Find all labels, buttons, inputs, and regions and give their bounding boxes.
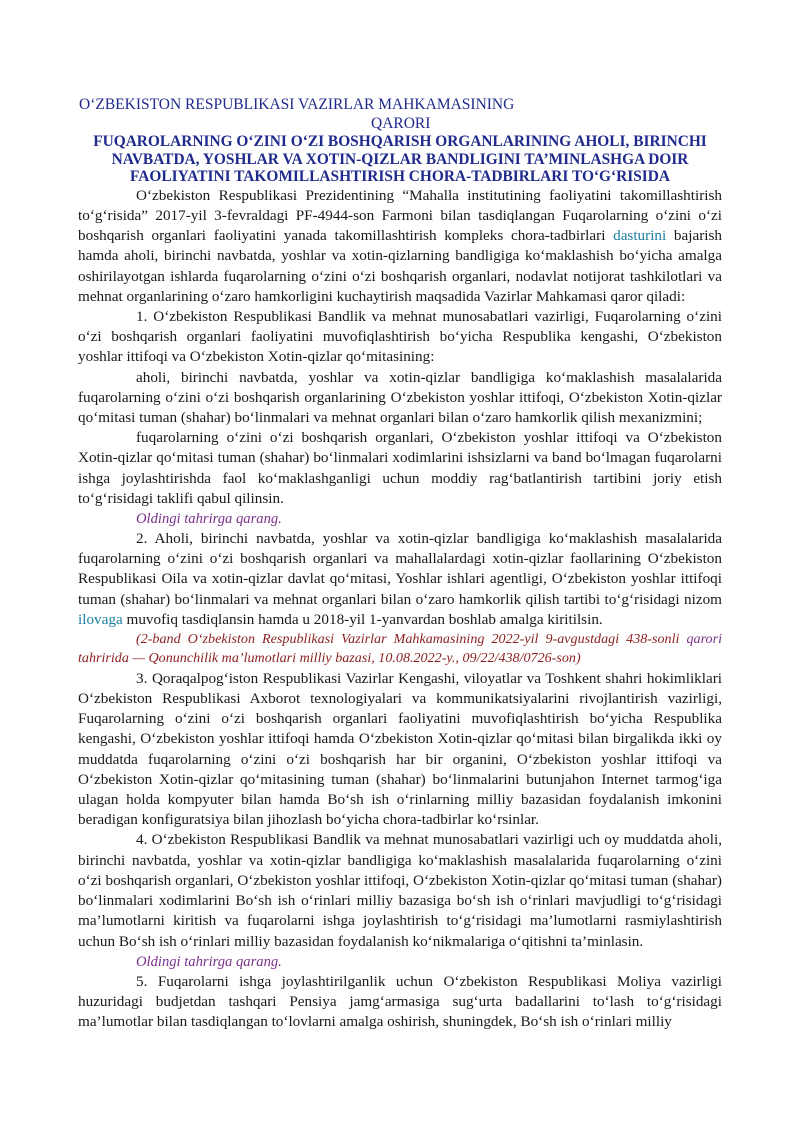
item-2-source-before: (2-band O‘zbekiston Respublikasi Vazirlar Mahkamasining 2022-yil 9-avgustdagi 438-sonli <box>136 631 687 648</box>
previous-edition-link-2[interactable]: Oldingi tahrirga qarang. <box>136 953 282 970</box>
previous-edition-link-1[interactable]: Oldingi tahrirga qarang. <box>136 511 282 528</box>
item-5: 5. Fuqarolarni ishga joylashtirilganlik uchun O‘zbekiston Respublikasi Moliya vazirligi huzuridagi budjetdan tashqari Pensiya jamg‘armasiga sug‘urta badallarini to‘lash to‘g‘risidagi ma’lumotlar bilan tasdiqlangan to‘lovlarni amalga oshirish, shuningdek, Bo‘sh ish o‘rinlari milliy <box>78 972 722 1031</box>
item-2-text-after: muvofiq tasdiqlansin hamda u 2018-yil 1-yanvardan boshlab amalga kiritilsin. <box>122 610 603 628</box>
preamble-text-before: O‘zbekiston Respublikasi Prezidentining “Mahalla institutining faoliyatini takomillashtirish to‘g‘risida” 2017-yil 3-fevraldagi PF-4944-son Farmoni bilan tasdiqlangan Fuqarolarning o‘zini o‘zi boshqarish organlari faoliyatini yanada takomillashtirish kompleks chora-tadbirlari <box>78 186 722 245</box>
header-line2: QARORI <box>371 115 431 132</box>
document-title: FUQAROLARNING O‘ZINI O‘ZI BOSHQARISH ORGANLARINING AHOLI, BIRINCHI NAVBATDA, YOSHLAR VA XOTIN-QIZLAR BANDLIGINI TA’MINLASHGA DOIR FAOLIYATINI TAKOMILLASHTIRISH CHORA-TADBIRLARI TO‘G‘RISIDA <box>93 133 707 186</box>
preamble <box>78 186 722 307</box>
item-2-appendix-link[interactable]: ilovaga <box>78 610 123 628</box>
preamble-program-link[interactable]: dasturini <box>613 227 667 245</box>
item-2-source-decree-link[interactable]: qarori <box>686 631 722 648</box>
item-1: 1. O‘zbekiston Respublikasi Bandlik va mehnat munosabatlari vazirligi, Fuqarolarning o‘zini o‘zi boshqarish organlari faoliyatini muvofiqlashtirish bo‘yicha Respublika kengashi, O‘zbekiston yoshlar ittifoqi va O‘zbekiston Xotin-qizlar qo‘mitasining: <box>78 308 722 366</box>
item-1-subpoint-b: fuqarolarning o‘zini o‘zi boshqarish organlari, O‘zbekiston yoshlar ittifoqi va O‘zbekiston Xotin-qizlar qo‘mitasi tuman (shahar) bo‘linmalari xodimlarini ishsizlarni va band bo‘lmagan fuqarolarni ishga joylashtirishda faol ko‘maklashganligi uchun moddiy rag‘batlantirish tartibini joriy etish to‘g‘risidagi taklifi qabul qilinsin. <box>78 429 722 507</box>
item-2 <box>78 529 722 630</box>
item-2-source-note <box>78 630 722 669</box>
preamble-text-after: bajarish hamda aholi, birinchi navbatda, yoshlar va xotin-qizlarning bandligiga ko‘maklashish bo‘yicha amalga oshirilayotgan ishlarda fuqarolarning o‘zini o‘zi boshqarish organlari, nodavlat notijorat tashkilotlari va mehnat organlarining o‘zaro hamkorligini kuchaytirish maqsadida Vazirlar Mahkamasi qaror qiladi: <box>78 227 723 305</box>
item-3: 3. Qoraqalpog‘iston Respublikasi Vazirlar Kengashi, viloyatlar va Toshkent shahri hokimliklari O‘zbekiston Respublikasi Axborot texnologiyalari va kommunikatsiyalarini rivojlantirish vazirligi, Fuqarolarning o‘zini o‘zi boshqarish organlari faoliyatini muvofiqlashtirish bo‘yicha Respublika kengashi, O‘zbekiston yoshlar ittifoqi hamda O‘zbekiston Xotin-qizlar qo‘mitasi bilan birgalikda ikki oy muddatda fuqarolarning o‘zini o‘zi boshqarish har bir organini, O‘zbekiston yoshlar ittifoqi va O‘zbekiston Xotin-qizlar qo‘mitasining tuman (shahar) bo‘linmalarini butunjahon Internet tarmog‘iga ulagan holda kompyuter bilan hamda Bo‘sh ish o‘rinlarning milliy bazasidan foydalanish imkonini beradigan konfiguratsiya bilan jihozlash bo‘yicha chora-tadbirlar ko‘rsinlar. <box>78 669 722 829</box>
item-1-subpoint-a: aholi, birinchi navbatda, yoshlar va xotin-qizlar bandligiga ko‘maklashish masalalarida fuqarolarning o‘zini o‘zi boshqarish organlarining O‘zbekiston yoshlar ittifoqi, O‘zbekiston Xotin-qizlar qo‘mitasi tuman (shahar) bo‘linmalari va mehnat organlari bilan o‘zaro hamkorlik qilish mexanizmini; <box>78 368 722 427</box>
header-line1: O‘ZBEKISTON RESPUBLIKASI VAZIRLAR MAHKAMASINING <box>79 96 515 113</box>
item-4: 4. O‘zbekiston Respublikasi Bandlik va mehnat munosabatlari vazirligi uch oy muddatda aholi, birinchi navbatda, yoshlar va xotin-qizlar bandligiga ko‘maklashish masalalarida fuqarolarning o‘zini o‘zi boshqarish organlari, O‘zbekiston yoshlar ittifoqi, O‘zbekiston Xotin-qizlar qo‘mitasi tuman (shahar) bo‘linmalari xodimlarini Bo‘sh ish o‘rinlari milliy bazasiga bo‘sh ish o‘rinlari mavjudligi to‘g‘risidagi ma’lumotlarni kiritish va fuqarolarni ishga joylashtirish to‘g‘risidagi ma’lumotlarni rasmiylashtirish uchun Bo‘sh ish o‘rinlari milliy bazasidan foydalanish ko‘nikmalariga o‘qitishni ta’minlasin. <box>78 831 722 950</box>
item-2-text-before: 2. Aholi, birinchi navbatda, yoshlar va xotin-qizlar bandligiga ko‘maklashish masalalarida fuqarolarning o‘zini o‘zi boshqarish organlari va mahallalardagi xotin-qizlar faollarining O‘zbekiston Respublikasi Oila va xotin-qizlar davlat qo‘mitasi, Yoshlar ishlari agentligi, O‘zbekiston yoshlar ittifoqi tuman (shahar) bo‘linmalari va mehnat organlari bilan o‘zaro hamkorlik qilish tartibi to‘g‘risidagi nizom <box>78 530 722 608</box>
item-2-source-after: tahririda — Qonunchilik ma’lumotlari milliy bazasi, 10.08.2022-y., 09/22/438/0726-son) <box>78 650 581 667</box>
